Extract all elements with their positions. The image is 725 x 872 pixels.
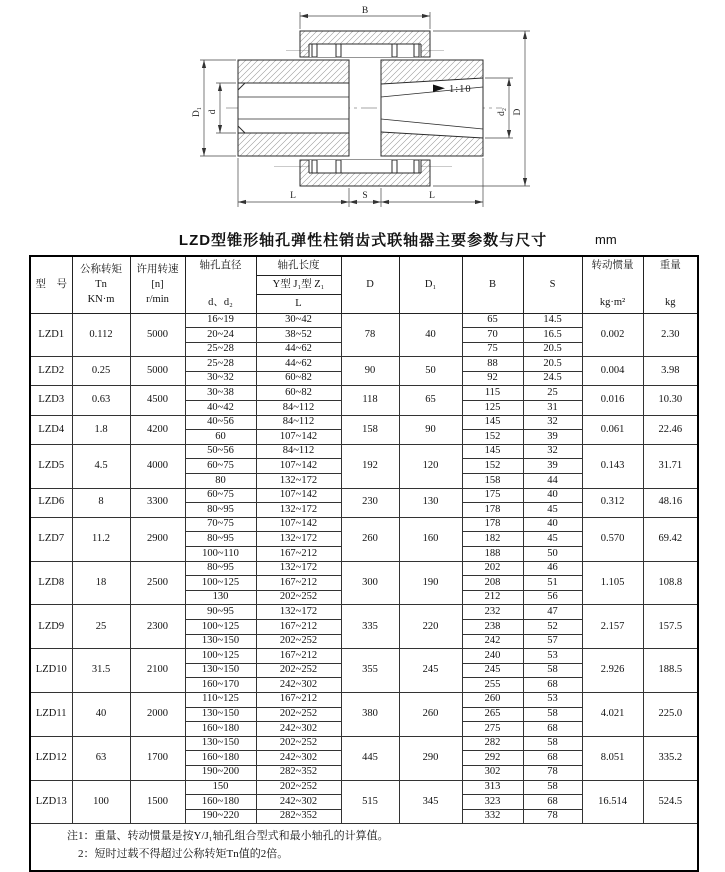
- cell-B: 145: [462, 444, 523, 459]
- cell-S: 53: [523, 649, 582, 664]
- cell-bore-len: 44~62: [256, 342, 341, 357]
- cell-bore-len: 202~252: [256, 634, 341, 649]
- cell-B: 70: [462, 328, 523, 343]
- speed-label: 许用转速: [136, 263, 179, 275]
- cell-model: LZD6: [30, 488, 72, 517]
- cell-torque: 4.5: [72, 444, 130, 488]
- cell-speed: 4500: [130, 386, 185, 415]
- page-title: LZD型锥形轴孔弹性柱销齿式联轴器主要参数与尺寸: [178, 232, 548, 249]
- cell-bore-len: 132~172: [256, 605, 341, 620]
- cell-bore-dia: 40~42: [185, 401, 256, 416]
- cell-S: 14.5: [523, 313, 582, 328]
- table-row: [30, 517, 698, 532]
- cell-bore-dia: 100~125: [185, 576, 256, 591]
- cell-B: 313: [462, 780, 523, 795]
- cell-weight: 108.8: [643, 561, 698, 605]
- cell-bore-dia: 160~170: [185, 678, 256, 693]
- cell-B: 265: [462, 707, 523, 722]
- cell-bore-len: 132~172: [256, 561, 341, 576]
- cell-D: 380: [341, 692, 399, 736]
- cell-inertia: 0.061: [582, 415, 643, 444]
- table-footer: [30, 824, 698, 871]
- cell-bore-len: 167~212: [256, 619, 341, 634]
- cell-speed: 2900: [130, 517, 185, 561]
- parameters-table: [29, 255, 699, 872]
- table-row: [30, 488, 698, 503]
- cell-bore-len: 202~252: [256, 707, 341, 722]
- cell-bore-dia: 40~56: [185, 415, 256, 430]
- cell-bore-len: 242~302: [256, 678, 341, 693]
- cell-B: 245: [462, 663, 523, 678]
- cell-bore-len: 202~252: [256, 780, 341, 795]
- bore-dia-symbol: d、d₂: [208, 296, 233, 308]
- table-row: [30, 444, 698, 459]
- cell-B: 152: [462, 430, 523, 445]
- cell-bore-dia: 100~125: [185, 649, 256, 664]
- cell-bore-len: 132~172: [256, 474, 341, 489]
- cell-bore-len: 107~142: [256, 430, 341, 445]
- dim-label-d1: D₁: [192, 106, 202, 118]
- cell-S: 20.5: [523, 342, 582, 357]
- cell-bore-dia: 160~180: [185, 722, 256, 737]
- cell-inertia: 2.926: [582, 649, 643, 693]
- cell-D1: 290: [399, 736, 462, 780]
- coupling-drawing-svg: [0, 0, 725, 228]
- cell-bore-len: 242~302: [256, 795, 341, 810]
- cell-bore-len: 60~82: [256, 371, 341, 386]
- cell-bore-len: 202~252: [256, 590, 341, 605]
- cell-bore-dia: 100~110: [185, 547, 256, 562]
- cell-D1: 120: [399, 444, 462, 488]
- cell-bore-dia: 60: [185, 430, 256, 445]
- cell-B: 115: [462, 386, 523, 401]
- cell-torque: 100: [72, 780, 130, 824]
- cell-D: 515: [341, 780, 399, 824]
- cell-inertia: 0.312: [582, 488, 643, 517]
- cell-model: LZD11: [30, 692, 72, 736]
- cell-model: LZD8: [30, 561, 72, 605]
- cell-bore-dia: 150: [185, 780, 256, 795]
- cell-weight: 2.30: [643, 313, 698, 357]
- cell-S: 50: [523, 547, 582, 562]
- cell-weight: 3.98: [643, 357, 698, 386]
- cell-S: 68: [523, 722, 582, 737]
- gear-tooth: [414, 44, 419, 57]
- gear-tooth: [312, 44, 317, 57]
- cell-S: 78: [523, 765, 582, 780]
- cell-bore-len: 84~112: [256, 415, 341, 430]
- cell-S: 20.5: [523, 357, 582, 372]
- cell-S: 58: [523, 736, 582, 751]
- cell-B: 292: [462, 751, 523, 766]
- cell-inertia: 0.570: [582, 517, 643, 561]
- cell-torque: 18: [72, 561, 130, 605]
- cell-bore-dia: 80~95: [185, 503, 256, 518]
- cell-S: 53: [523, 692, 582, 707]
- cell-bore-dia: 20~24: [185, 328, 256, 343]
- col-header-D1: D₁: [399, 256, 462, 313]
- col-header-S: S: [523, 256, 582, 313]
- cell-speed: 1700: [130, 736, 185, 780]
- cell-D1: 245: [399, 649, 462, 693]
- col-header-weight: [643, 256, 698, 313]
- cell-B: 145: [462, 415, 523, 430]
- cell-D: 335: [341, 605, 399, 649]
- cell-D1: 160: [399, 517, 462, 561]
- col-header-bore-len-types: Y型 J₁型 Z₁: [256, 275, 341, 294]
- cell-torque: 40: [72, 692, 130, 736]
- cell-S: 52: [523, 619, 582, 634]
- cell-bore-dia: 60~75: [185, 459, 256, 474]
- cell-bore-len: 84~112: [256, 444, 341, 459]
- cell-S: 40: [523, 488, 582, 503]
- cell-speed: 5000: [130, 313, 185, 357]
- cell-torque: 1.8: [72, 415, 130, 444]
- cell-bore-len: 132~172: [256, 532, 341, 547]
- cell-S: 44: [523, 474, 582, 489]
- col-header-B: B: [462, 256, 523, 313]
- cell-B: 332: [462, 809, 523, 824]
- cell-D1: 260: [399, 692, 462, 736]
- cell-bore-dia: 160~180: [185, 751, 256, 766]
- cell-bore-dia: 25~28: [185, 342, 256, 357]
- cell-bore-dia: 25~28: [185, 357, 256, 372]
- cell-D: 445: [341, 736, 399, 780]
- cell-inertia: 1.105: [582, 561, 643, 605]
- cell-D: 230: [341, 488, 399, 517]
- cell-weight: 31.71: [643, 444, 698, 488]
- cell-S: 45: [523, 532, 582, 547]
- col-header-bore-len-symbol: L: [256, 294, 341, 313]
- cell-B: 188: [462, 547, 523, 562]
- cell-bore-len: 167~212: [256, 649, 341, 664]
- table-row: [30, 415, 698, 430]
- cell-B: 92: [462, 371, 523, 386]
- cell-weight: 225.0: [643, 692, 698, 736]
- cell-bore-len: 107~142: [256, 488, 341, 503]
- cell-bore-dia: 130~150: [185, 663, 256, 678]
- cell-S: 24.5: [523, 371, 582, 386]
- col-header-inertia: [582, 256, 643, 313]
- cell-D: 78: [341, 313, 399, 357]
- cell-bore-len: 30~42: [256, 313, 341, 328]
- gear-tooth: [336, 160, 341, 173]
- cell-D: 90: [341, 357, 399, 386]
- cell-B: 178: [462, 517, 523, 532]
- cell-bore-len: 107~142: [256, 517, 341, 532]
- cell-bore-len: 84~112: [256, 401, 341, 416]
- cell-speed: 4000: [130, 444, 185, 488]
- cell-B: 240: [462, 649, 523, 664]
- cell-B: 208: [462, 576, 523, 591]
- cell-model: LZD1: [30, 313, 72, 357]
- cell-S: 45: [523, 503, 582, 518]
- cell-bore-dia: 130~150: [185, 736, 256, 751]
- cell-inertia: 16.514: [582, 780, 643, 824]
- cell-speed: 1500: [130, 780, 185, 824]
- cell-B: 125: [462, 401, 523, 416]
- cell-S: 68: [523, 751, 582, 766]
- cell-bore-len: 242~302: [256, 722, 341, 737]
- weight-unit: kg: [665, 296, 676, 308]
- cell-D: 192: [341, 444, 399, 488]
- cell-inertia: 2.157: [582, 605, 643, 649]
- cell-D1: 345: [399, 780, 462, 824]
- technical-drawing: [0, 0, 725, 228]
- cell-model: LZD5: [30, 444, 72, 488]
- cell-S: 68: [523, 795, 582, 810]
- note-2: 2：短时过载不得超过公称转矩Tn值的2倍。: [78, 848, 289, 861]
- cell-S: 39: [523, 459, 582, 474]
- cell-weight: 22.46: [643, 415, 698, 444]
- dim-label-d2: d₂: [497, 107, 507, 117]
- cell-model: LZD7: [30, 517, 72, 561]
- table-row: [30, 605, 698, 620]
- cell-bore-dia: 60~75: [185, 488, 256, 503]
- cell-B: 302: [462, 765, 523, 780]
- cell-speed: 5000: [130, 357, 185, 386]
- dim-label-s: S: [362, 191, 368, 201]
- cell-D1: 65: [399, 386, 462, 415]
- cell-S: 47: [523, 605, 582, 620]
- dim-label-l-left: L: [290, 191, 296, 201]
- cell-bore-dia: 30~38: [185, 386, 256, 401]
- cell-S: 31: [523, 401, 582, 416]
- torque-symbol: Tn: [95, 279, 107, 291]
- title-row: [29, 229, 697, 253]
- col-header-model: 型 号: [30, 256, 72, 313]
- cell-model: LZD4: [30, 415, 72, 444]
- cell-D1: 40: [399, 313, 462, 357]
- coupling-body: [238, 31, 483, 186]
- cell-model: LZD12: [30, 736, 72, 780]
- cell-bore-len: 132~172: [256, 503, 341, 518]
- cell-bore-len: 38~52: [256, 328, 341, 343]
- cell-weight: 335.2: [643, 736, 698, 780]
- table-row: [30, 780, 698, 795]
- cell-bore-dia: 70~75: [185, 517, 256, 532]
- inertia-unit: kg·m²: [599, 296, 626, 308]
- cell-torque: 11.2: [72, 517, 130, 561]
- table-row: [30, 692, 698, 707]
- cell-bore-len: 167~212: [256, 692, 341, 707]
- cell-D: 300: [341, 561, 399, 605]
- taper-label: 1:10: [449, 84, 472, 95]
- cell-B: 255: [462, 678, 523, 693]
- note-1: 注1：重量、转动惯量是按Y/J₁轴孔组合型式和最小轴孔的计算值。: [67, 830, 389, 843]
- cell-bore-dia: 30~32: [185, 371, 256, 386]
- cell-torque: 63: [72, 736, 130, 780]
- cell-B: 260: [462, 692, 523, 707]
- cell-bore-dia: 100~125: [185, 619, 256, 634]
- cell-bore-dia: 190~220: [185, 809, 256, 824]
- cell-S: 58: [523, 663, 582, 678]
- cell-bore-dia: 110~125: [185, 692, 256, 707]
- cell-D: 355: [341, 649, 399, 693]
- cell-weight: 48.16: [643, 488, 698, 517]
- cell-S: 56: [523, 590, 582, 605]
- cell-S: 39: [523, 430, 582, 445]
- speed-symbol: [n]: [151, 279, 164, 291]
- cell-B: 242: [462, 634, 523, 649]
- cell-bore-len: 282~352: [256, 809, 341, 824]
- speed-unit: r/min: [146, 294, 169, 306]
- cell-weight: 524.5: [643, 780, 698, 824]
- cell-S: 58: [523, 780, 582, 795]
- cell-D1: 130: [399, 488, 462, 517]
- cell-D1: 90: [399, 415, 462, 444]
- col-header-bore-len: 轴孔长度: [256, 256, 341, 275]
- cell-torque: 8: [72, 488, 130, 517]
- notes-cell: [30, 824, 698, 871]
- cell-speed: 4200: [130, 415, 185, 444]
- col-header-D: D: [341, 256, 399, 313]
- cell-bore-dia: 50~56: [185, 444, 256, 459]
- unit-label: mm: [595, 232, 617, 247]
- torque-unit: KN·m: [87, 294, 115, 306]
- cell-bore-dia: 130~150: [185, 707, 256, 722]
- cell-speed: 2500: [130, 561, 185, 605]
- cell-S: 16.5: [523, 328, 582, 343]
- cell-inertia: 0.143: [582, 444, 643, 488]
- cell-bore-dia: 130: [185, 590, 256, 605]
- cell-torque: 0.112: [72, 313, 130, 357]
- cell-B: 178: [462, 503, 523, 518]
- cell-inertia: 0.016: [582, 386, 643, 415]
- cell-B: 158: [462, 474, 523, 489]
- cell-bore-dia: 80~95: [185, 532, 256, 547]
- table-row: [30, 357, 698, 372]
- cell-bore-len: 202~252: [256, 736, 341, 751]
- cell-B: 202: [462, 561, 523, 576]
- cell-model: LZD2: [30, 357, 72, 386]
- dim-label-d: d: [208, 109, 218, 115]
- cell-B: 238: [462, 619, 523, 634]
- cell-bore-len: 202~252: [256, 663, 341, 678]
- col-header-bore-dia: [185, 256, 256, 313]
- cell-B: 152: [462, 459, 523, 474]
- gear-tooth: [392, 44, 397, 57]
- cell-bore-dia: 80~95: [185, 561, 256, 576]
- torque-label: 公称转矩: [80, 263, 122, 275]
- cell-bore-len: 107~142: [256, 459, 341, 474]
- gear-tooth: [312, 160, 317, 173]
- cell-B: 182: [462, 532, 523, 547]
- cell-D1: 220: [399, 605, 462, 649]
- cell-S: 32: [523, 415, 582, 430]
- cell-D1: 50: [399, 357, 462, 386]
- cell-inertia: 0.002: [582, 313, 643, 357]
- cell-D: 118: [341, 386, 399, 415]
- cell-bore-len: 282~352: [256, 765, 341, 780]
- cell-B: 175: [462, 488, 523, 503]
- inertia-label: 转动惯量: [591, 260, 634, 272]
- table-row: [30, 313, 698, 328]
- cell-speed: 2100: [130, 649, 185, 693]
- cell-S: 46: [523, 561, 582, 576]
- cell-B: 323: [462, 795, 523, 810]
- cell-weight: 188.5: [643, 649, 698, 693]
- cell-B: 232: [462, 605, 523, 620]
- cell-D: 260: [341, 517, 399, 561]
- weight-label: 重量: [659, 260, 681, 272]
- cell-S: 25: [523, 386, 582, 401]
- cell-D1: 190: [399, 561, 462, 605]
- cell-torque: 25: [72, 605, 130, 649]
- cell-inertia: 0.004: [582, 357, 643, 386]
- gear-tooth: [414, 160, 419, 173]
- cell-bore-dia: 80: [185, 474, 256, 489]
- cell-B: 282: [462, 736, 523, 751]
- cell-S: 51: [523, 576, 582, 591]
- cell-weight: 10.30: [643, 386, 698, 415]
- cell-B: 275: [462, 722, 523, 737]
- cell-S: 78: [523, 809, 582, 824]
- cell-bore-len: 167~212: [256, 576, 341, 591]
- dim-label-b: B: [361, 6, 369, 16]
- cell-bore-len: 167~212: [256, 547, 341, 562]
- cell-bore-dia: 190~200: [185, 765, 256, 780]
- cell-B: 75: [462, 342, 523, 357]
- cell-bore-dia: 90~95: [185, 605, 256, 620]
- cell-model: LZD9: [30, 605, 72, 649]
- cell-D: 158: [341, 415, 399, 444]
- table-row: [30, 736, 698, 751]
- cell-torque: 0.63: [72, 386, 130, 415]
- bore-dia-label: 轴孔直径: [199, 260, 242, 272]
- cell-bore-dia: 16~19: [185, 313, 256, 328]
- cell-weight: 69.42: [643, 517, 698, 561]
- cell-S: 32: [523, 444, 582, 459]
- cell-model: LZD10: [30, 649, 72, 693]
- parameters-table-body: [30, 313, 698, 824]
- cell-S: 57: [523, 634, 582, 649]
- cell-weight: 157.5: [643, 605, 698, 649]
- gear-tooth: [392, 160, 397, 173]
- cell-bore-len: 60~82: [256, 386, 341, 401]
- dim-label-l-right: L: [429, 191, 435, 201]
- cell-bore-dia: 130~150: [185, 634, 256, 649]
- cell-speed: 2000: [130, 692, 185, 736]
- cell-S: 58: [523, 707, 582, 722]
- col-header-speed: [130, 256, 185, 313]
- cell-bore-len: 242~302: [256, 751, 341, 766]
- cell-model: LZD3: [30, 386, 72, 415]
- cell-bore-len: 44~62: [256, 357, 341, 372]
- cell-B: 65: [462, 313, 523, 328]
- cell-speed: 2300: [130, 605, 185, 649]
- col-header-torque: [72, 256, 130, 313]
- cell-torque: 31.5: [72, 649, 130, 693]
- table-row: [30, 386, 698, 401]
- table-row: [30, 561, 698, 576]
- cell-inertia: 4.021: [582, 692, 643, 736]
- cell-B: 88: [462, 357, 523, 372]
- cell-model: LZD13: [30, 780, 72, 824]
- cell-S: 68: [523, 678, 582, 693]
- gear-tooth: [336, 44, 341, 57]
- table-header: [30, 256, 698, 313]
- cell-bore-dia: 160~180: [185, 795, 256, 810]
- cell-B: 212: [462, 590, 523, 605]
- cell-inertia: 8.051: [582, 736, 643, 780]
- table-row: [30, 649, 698, 664]
- cell-torque: 0.25: [72, 357, 130, 386]
- dim-label-d-outer: D: [513, 108, 523, 116]
- cell-S: 40: [523, 517, 582, 532]
- cell-speed: 3300: [130, 488, 185, 517]
